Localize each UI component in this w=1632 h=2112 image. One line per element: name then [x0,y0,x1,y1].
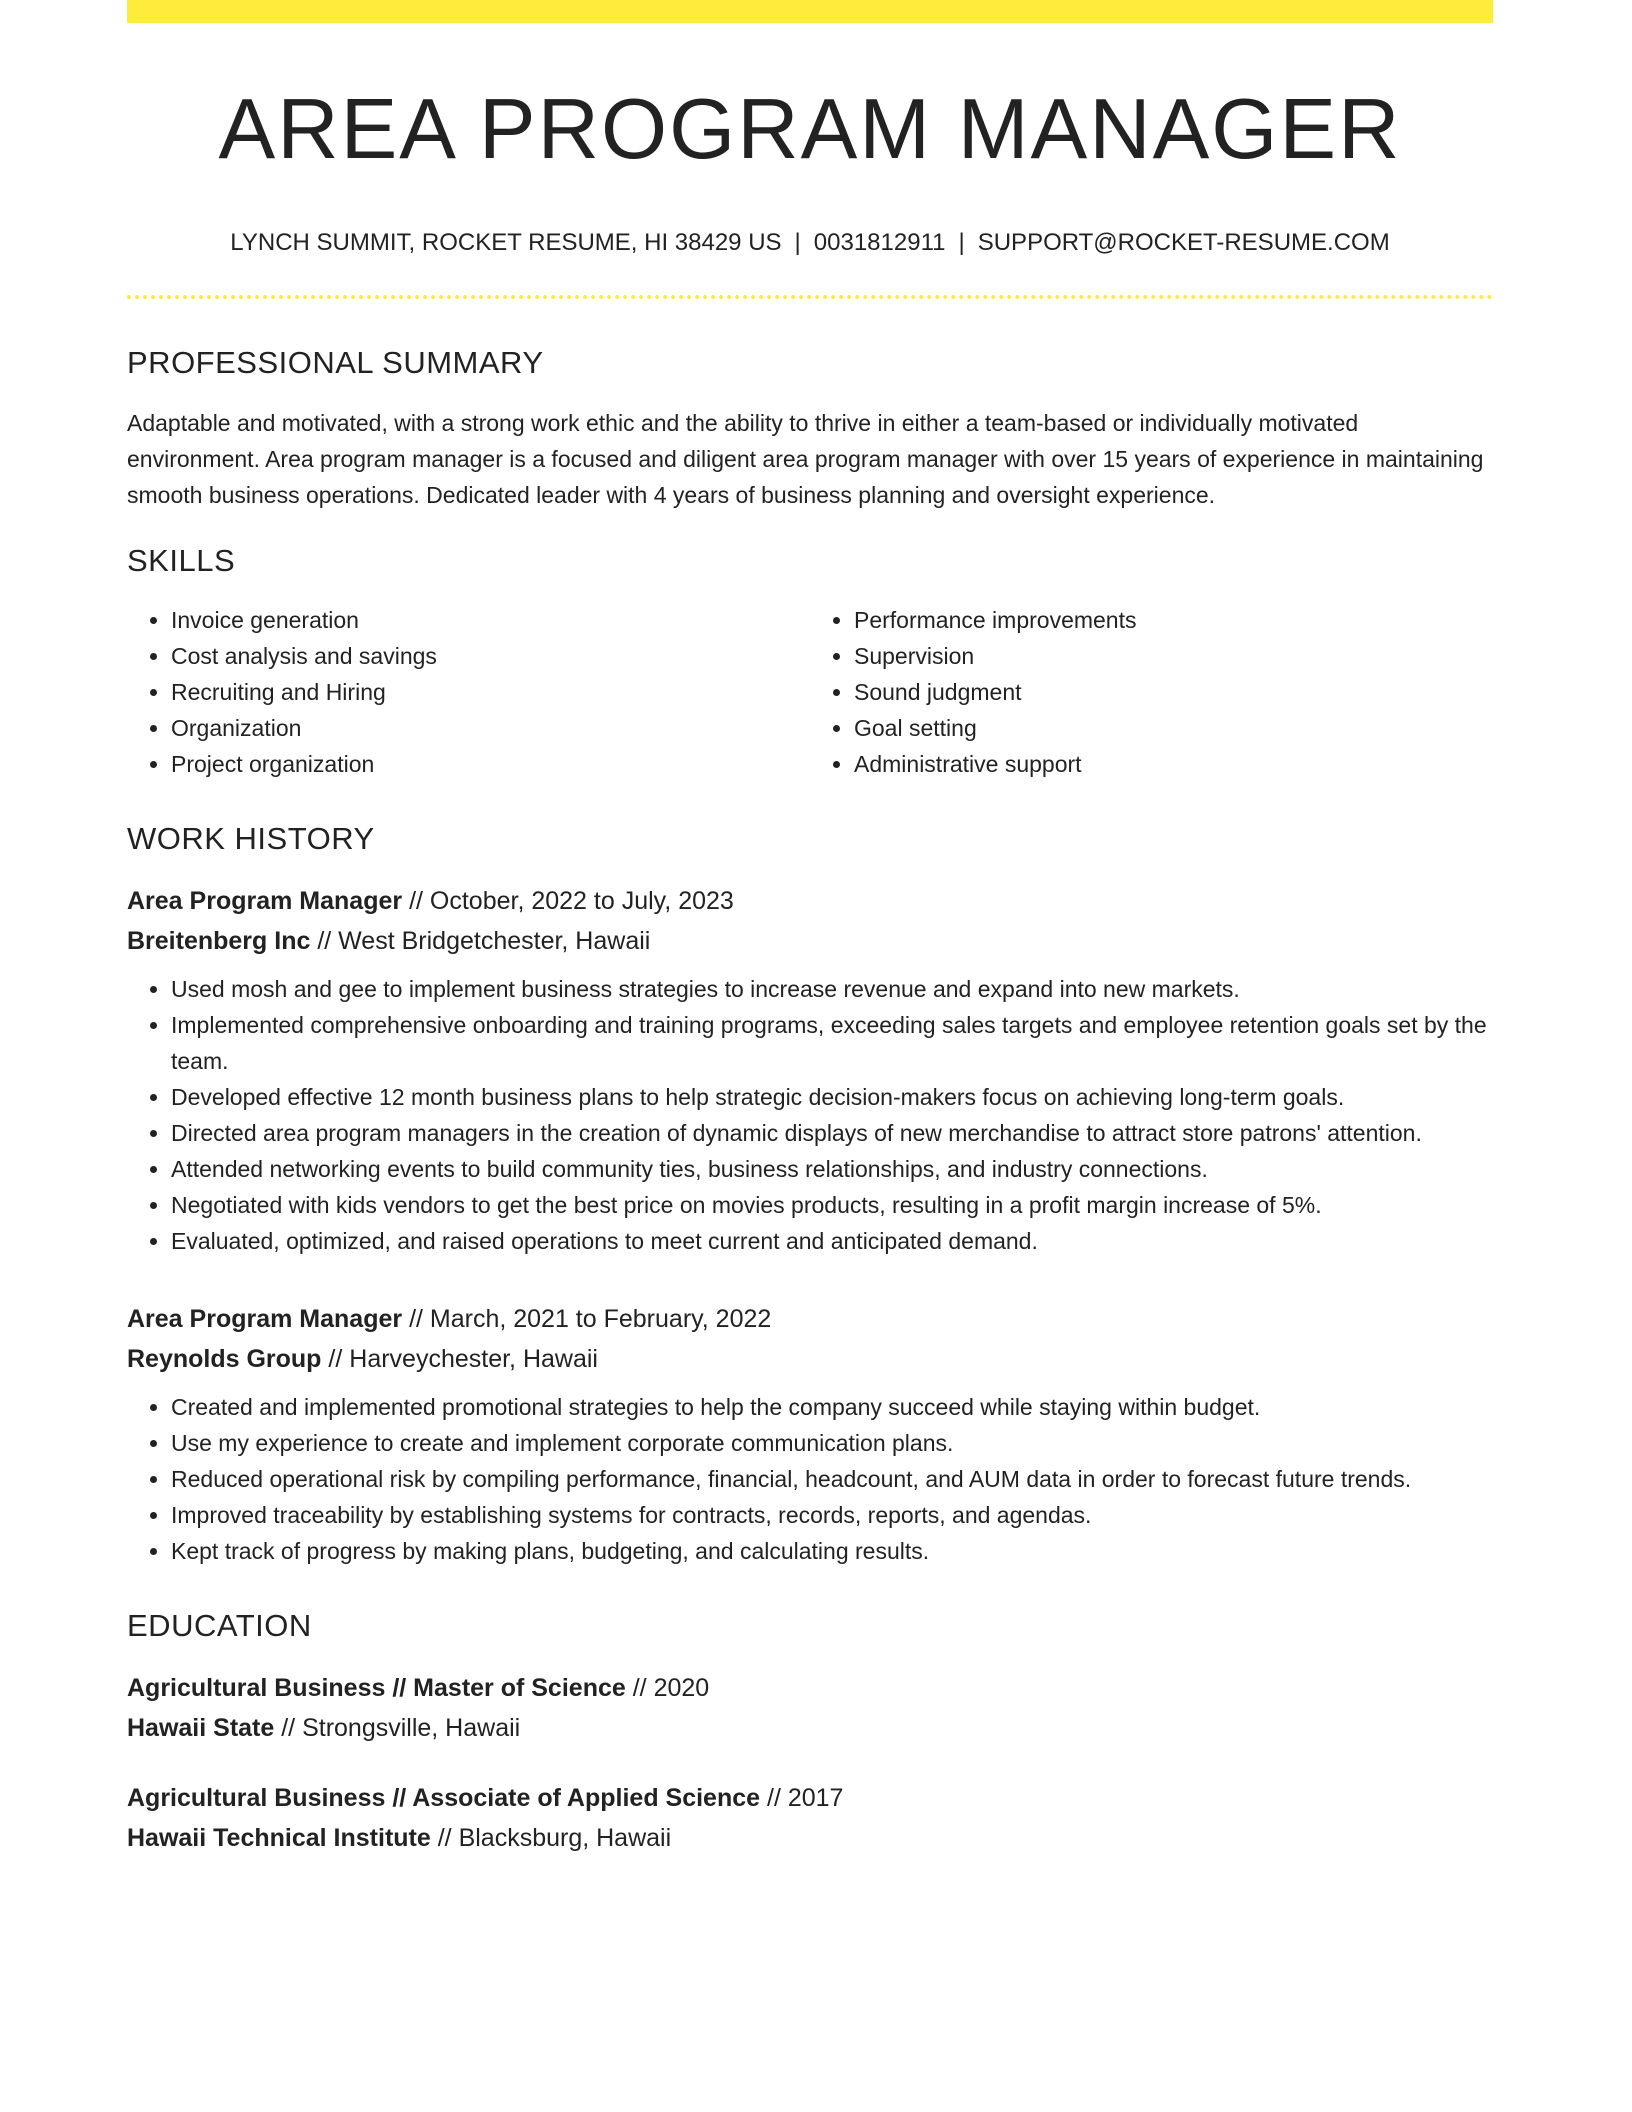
work-history-heading: WORK HISTORY [127,820,375,856]
education-entry [127,1668,1493,1748]
company-location: // Harveychester, Hawaii [328,1344,598,1373]
job-title: Area Program Manager [127,1304,403,1333]
school-name: Hawaii Technical Institute [127,1824,431,1853]
resume-title: AREA PROGRAM MANAGER [218,82,1402,177]
company-name: Reynolds Group [127,1344,322,1373]
summary-text: Adaptable and motivated, with a strong work ethic and the ability to thrive in either a team-based or individually motivated environment. Area program manager is a focused and diligent area program manager with over 15 years of experience in maintaining smooth business operations. Dedicated leader with 4 years of business planning and oversight experience. [127,410,1484,509]
job-entry [127,881,1493,1259]
skill-item: • Recruiting and Hiring [171,674,810,710]
contact-separator: | [958,228,965,256]
job-bullet: • Attended networking events to build community ties, business relationships, and industry connections. [171,1151,1493,1187]
job-dates: // March, 2021 to February, 2022 [409,1304,772,1333]
summary-heading: PROFESSIONAL SUMMARY [127,345,544,381]
job-bullet: • Implemented comprehensive onboarding and training programs, exceeding sales targets and employee retention goals set by the team. [171,1007,1493,1079]
job-title-line [127,1299,1493,1339]
skill-item: • Project organization [171,746,810,782]
skill-item: • Administrative support [854,746,1493,782]
skills-list-left [127,602,810,782]
company-name: Breitenberg Inc [127,926,311,955]
job-bullet: • Use my experience to create and implement corporate communication plans. [171,1425,1493,1461]
skill-item: • Supervision [854,638,1493,674]
job-title-line [127,881,1493,921]
degree-line [127,1668,1493,1708]
job-bullet: • Negotiated with kids vendors to get the best price on movies products, resulting in a profit margin increase of 5%. [171,1187,1493,1223]
job-company-line [127,1339,1493,1379]
job-company-line [127,921,1493,961]
school-location: // Blacksburg, Hawaii [437,1824,672,1853]
degree: Agricultural Business // Master of Science [127,1674,626,1703]
skill-item: • Sound judgment [854,674,1493,710]
job-dates: // October, 2022 to July, 2023 [409,886,734,915]
degree-year: // 2017 [767,1784,844,1813]
job-bullet: • Directed area program managers in the creation of dynamic displays of new merchandise to attract store patrons' attention. [171,1115,1493,1151]
skill-item: • Organization [171,710,810,746]
email: SUPPORT@ROCKET-RESUME.COM [977,228,1390,256]
skill-item: • Invoice generation [171,602,810,638]
education-entry [127,1778,1493,1858]
school-line [127,1818,1493,1858]
education-heading: EDUCATION [127,1607,312,1643]
skills-grid [127,602,1493,782]
job-bullet: • Improved traceability by establishing systems for contracts, records, reports, and agendas. [171,1497,1493,1533]
degree-line [127,1778,1493,1818]
job-bullet: • Developed effective 12 month business plans to help strategic decision-makers focus on achieving long-term goals. [171,1079,1493,1115]
contact-line [127,229,1493,258]
school-location: // Strongsville, Hawaii [281,1714,521,1743]
job-title: Area Program Manager [127,886,403,915]
school-line [127,1708,1493,1748]
job-bullet: • Reduced operational risk by compiling performance, financial, headcount, and AUM data in order to forecast future trends. [171,1461,1493,1497]
job-bullet: • Kept track of progress by making plans, budgeting, and calculating results. [171,1533,1493,1569]
company-location: // West Bridgetchester, Hawaii [317,926,651,955]
job-bullet: • Used mosh and gee to implement business strategies to increase revenue and expand into new markets. [171,971,1493,1007]
job-bullet: • Created and implemented promotional strategies to help the company succeed while staying within budget. [171,1389,1493,1425]
job-bullets [127,971,1493,1259]
skills-heading: SKILLS [127,543,236,579]
school-name: Hawaii State [127,1714,275,1743]
job-bullet: • Evaluated, optimized, and raised operations to meet current and anticipated demand. [171,1223,1493,1259]
accent-bar [127,0,1493,23]
skill-item: • Performance improvements [854,602,1493,638]
skill-item: • Goal setting [854,710,1493,746]
degree: Agricultural Business // Associate of Applied Science [127,1784,761,1813]
resume-page [127,0,1493,1858]
skill-item: • Cost analysis and savings [171,638,810,674]
job-entry [127,1299,1493,1569]
dotted-divider [127,295,1493,299]
degree-year: // 2020 [632,1674,710,1703]
address: LYNCH SUMMIT, ROCKET RESUME, HI 38429 US [230,228,782,256]
skills-list-right [810,602,1493,782]
job-bullets [127,1389,1493,1569]
contact-separator: | [794,228,801,256]
phone: 0031812911 [813,228,946,256]
